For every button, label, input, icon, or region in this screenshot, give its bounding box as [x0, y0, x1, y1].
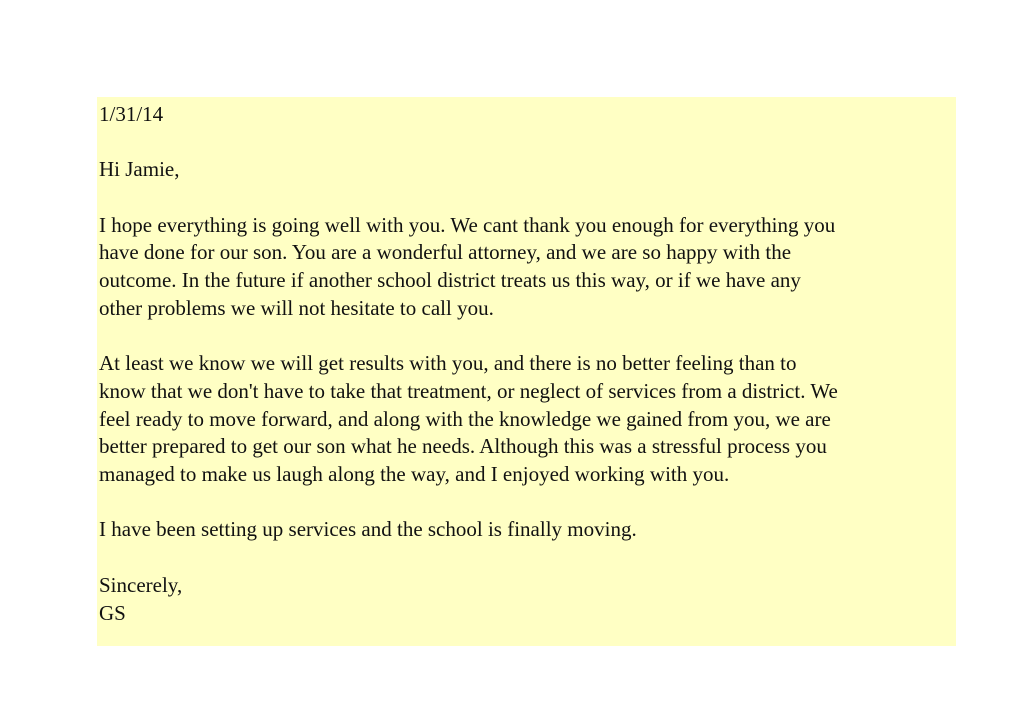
- letter-signoff: [99, 572, 956, 627]
- letter-date: 1/31/14: [99, 102, 164, 126]
- letter-greeting: Hi Jamie,: [99, 157, 180, 182]
- letter-paragraph-2: At least we know we will get results with you, and there is no better feeling than to know that we don't have to take that treatment, or neglect of services from a district. We feel ready to move forward, and along with the knowledge we gained from you, we are better prepared to get our son what he needs. Although this was a stressful process you managed to make us laugh along the way, and I enjoyed working with you.: [99, 351, 838, 487]
- letter-closing: Sincerely,: [99, 572, 183, 597]
- letter-note: [97, 97, 956, 646]
- letter-signature: GS: [99, 600, 126, 625]
- letter-paragraph-1: I hope everything is going well with you. We cant thank you enough for everything you have done for our son. You are a wonderful attorney, and we are so happy with the outcome. In the future if another school district treats us this way, or if we have any other problems we will not hesitate to call you.: [99, 212, 836, 320]
- letter-paragraph-3: I have been setting up services and the school is finally moving.: [99, 517, 637, 542]
